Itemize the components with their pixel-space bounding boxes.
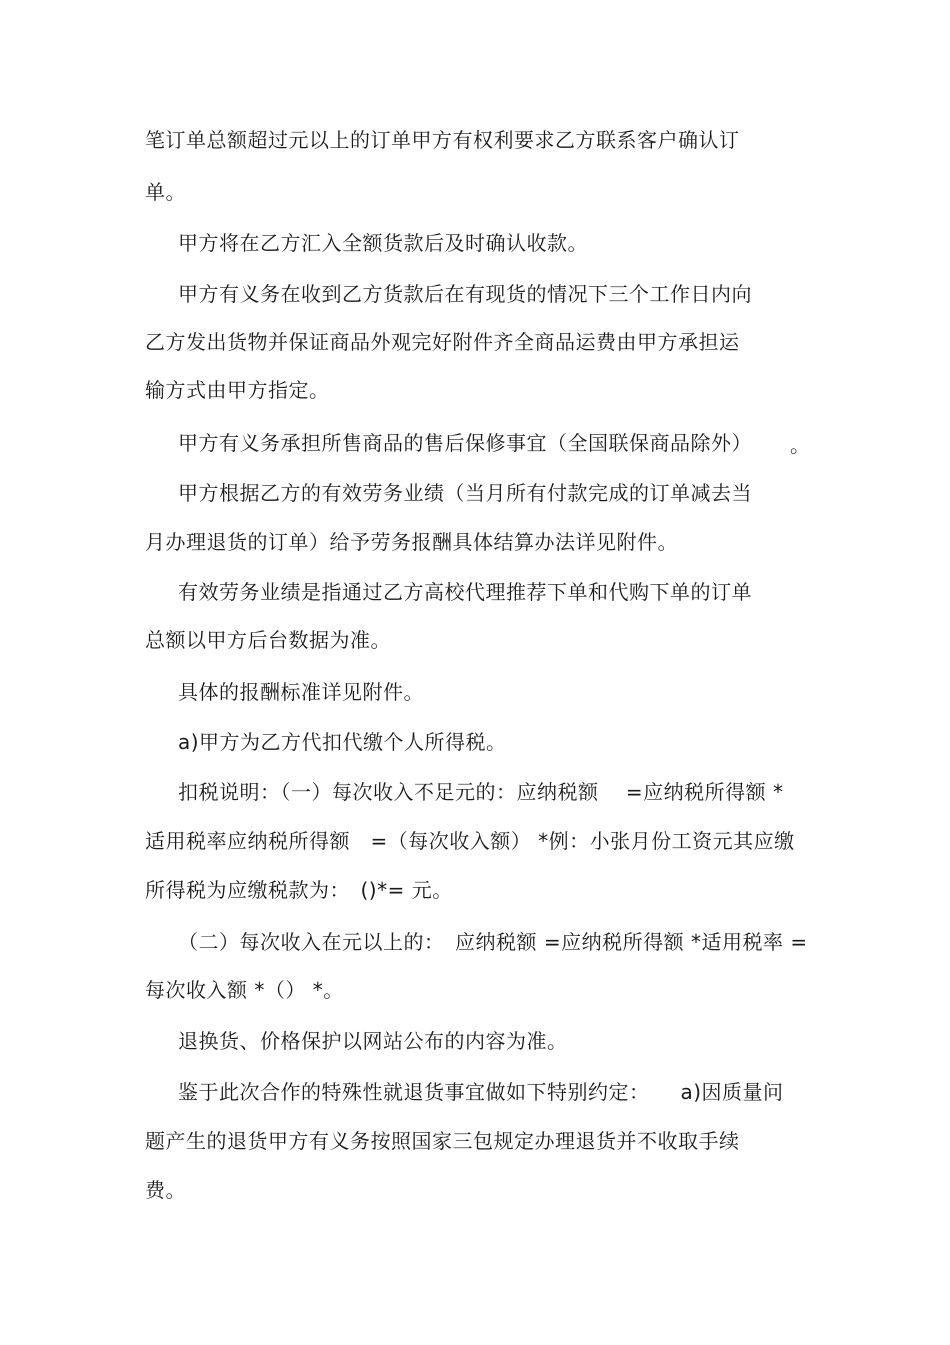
text-line: 费。 [145, 1178, 186, 1202]
text-line: 乙方发出货物并保证商品外观完好附件齐全商品运费由甲方承担运 [145, 330, 740, 354]
text-line: 每次收入额 *（） *。 [145, 978, 344, 1002]
text-line: a)甲方为乙方代扣代缴个人所得税。 [178, 730, 507, 754]
text-line: 总额以甲方后台数据为准。 [145, 628, 391, 652]
text-line: 甲方将在乙方汇入全额货款后及时确认收款。 [178, 231, 588, 255]
text-line: 甲方根据乙方的有效劳务业绩（当月所有付款完成的订单减去当 [178, 481, 752, 505]
text-line: 退换货、价格保护以网站公布的内容为准。 [178, 1029, 568, 1053]
text-line: （二）每次收入在元以上的： 应纳税额 =应纳税所得额 *适用税率 = [178, 930, 808, 954]
text-line: 单。 [145, 180, 186, 204]
text-line: 题产生的退货甲方有义务按照国家三包规定办理退货并不收取手续 [145, 1129, 740, 1153]
text-line: 有效劳务业绩是指通过乙方高校代理推荐下单和代购下单的订单 [178, 580, 752, 604]
text-line: 适用税率应纳税所得额 =（每次收入额） *例：小张月份工资元其应缴 [145, 829, 795, 853]
text-line: 甲方有义务承担所售商品的售后保修事宜（全国联保商品除外） [178, 431, 752, 455]
text-line: 所得税为应缴税款为： ()*= 元。 [145, 878, 453, 902]
text-line: 具体的报酬标准详见附件。 [178, 680, 424, 704]
text-line: 扣税说明：（一）每次收入不足元的：应纳税额 =应纳税所得额 * [178, 780, 784, 804]
text-line: 笔订单总额超过元以上的订单甲方有权利要求乙方联系客户确认订 [145, 128, 740, 152]
text-line: 鉴于此次合作的特殊性就退货事宜做如下特别约定： a)因质量问 [178, 1080, 784, 1104]
text-line-period: 。 [790, 433, 811, 457]
text-line: 甲方有义务在收到乙方货款后在有现货的情况下三个工作日内向 [178, 282, 752, 306]
text-line: 输方式由甲方指定。 [145, 378, 330, 402]
text-line: 月办理退货的订单）给予劳务报酬具体结算办法详见附件。 [145, 530, 678, 554]
